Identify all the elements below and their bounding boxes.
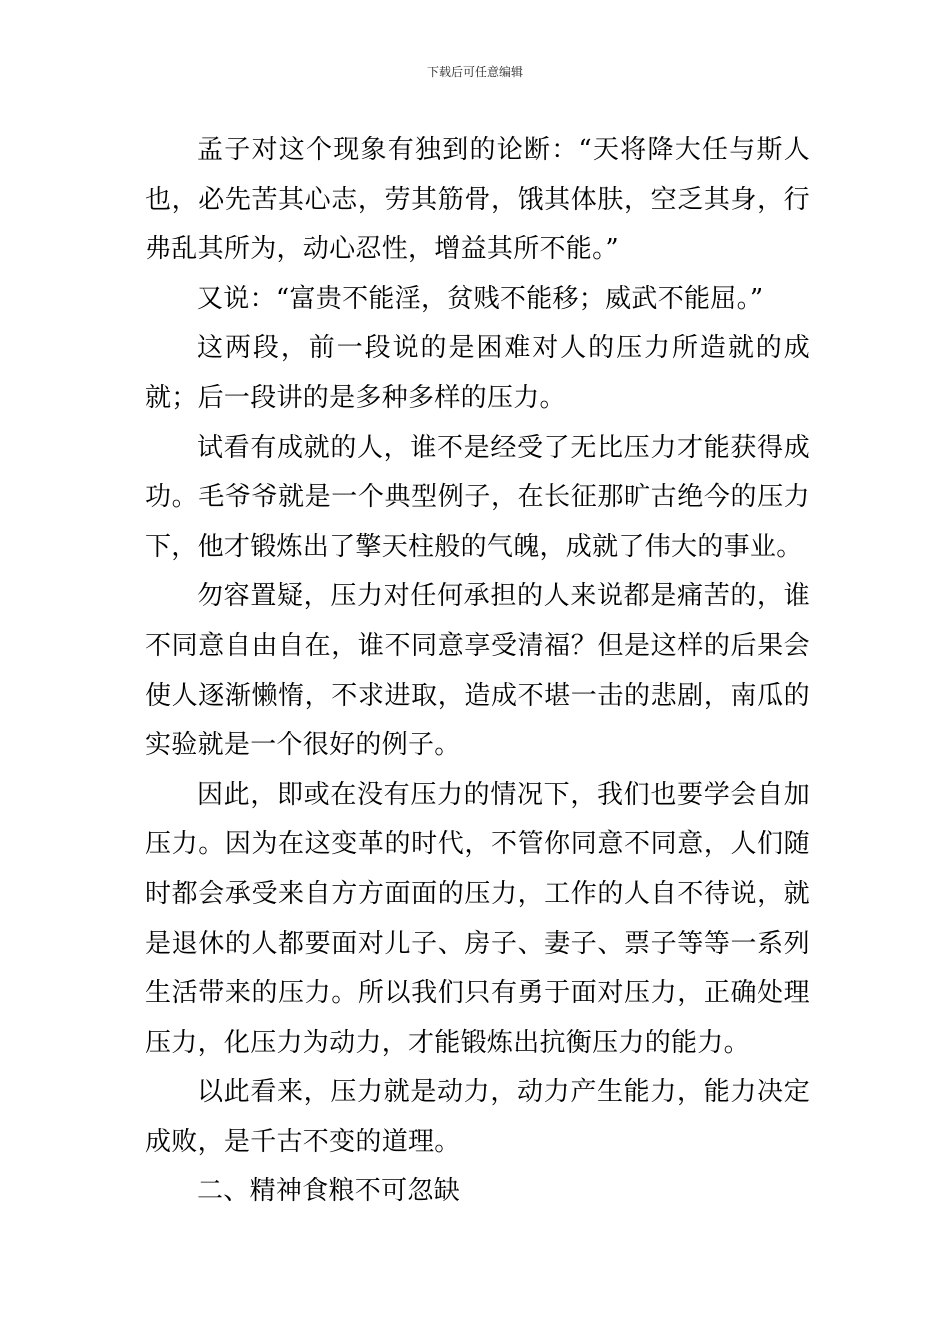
document-body <box>145 126 810 1217</box>
paragraph-mencius-quote: 孟子对这个现象有独到的论断：“天将降大任与斯人也，必先苦其心志，劳其筋骨，饿其体肤，空乏其身，行弗乱其所为，动心忍性，增益其所不能。” <box>145 135 810 265</box>
paragraph-two-sections: 这两段，前一段说的是困难对人的压力所造就的成就；后一段讲的是多种多样的压力。 <box>145 333 810 413</box>
paragraph-achievers: 试看有成就的人，谁不是经受了无比压力才能获得成功。毛爷爷就是一个典型例子，在长征那旷古绝今的压力下，他才锻炼出了擎天柱般的气魄，成就了伟大的事业。 <box>145 432 810 562</box>
paragraph-self-pressure: 因此，即或在没有压力的情况下，我们也要学会自加压力。因为在这变革的时代，不管你同意不同意，人们随时都会承受来自方方面面的压力，工作的人自不待说，就是退休的人都要面对儿子、房子、妻子、票子等等一系列生活带来的压力。所以我们只有勇于面对压力，正确处理压力，化压力为动力，才能锻炼出抗衡压力的能力。 <box>145 779 810 1058</box>
section-heading: 二、精神食粮不可忽缺 <box>197 1176 461 1207</box>
paragraph-conclusion: 以此看来，压力就是动力，动力产生能力，能力决定成败，是千古不变的道理。 <box>145 1077 810 1157</box>
paragraph-also-said: 又说：“富贵不能淫，贫贱不能移；威武不能屈。” <box>197 283 764 314</box>
paragraph-pressure-painful: 勿容置疑，压力对任何承担的人来说都是痛苦的，谁不同意自由自在，谁不同意享受清福？但是这样的后果会使人逐渐懒惰，不求进取，造成不堪一击的悲剧，南瓜的实验就是一个很好的例子。 <box>145 581 810 761</box>
header-note: 下载后可任意编辑 <box>426 65 523 79</box>
